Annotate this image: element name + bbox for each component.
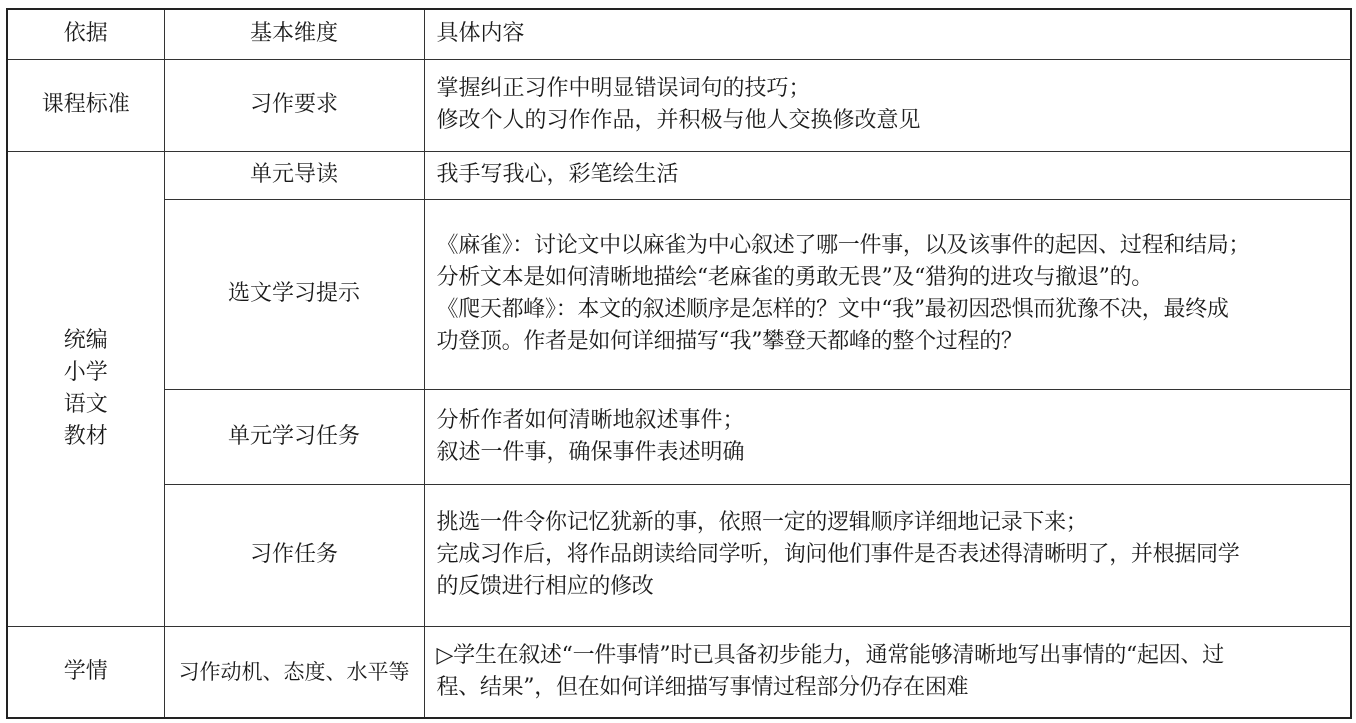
content-cell — [424, 199, 1351, 389]
content-cell — [424, 151, 1351, 199]
content-cell — [424, 389, 1351, 484]
table-row — [7, 626, 1351, 718]
content-line: 功登顶。作者是如何详细描写“我”攀登天都峰的整个过程的？ — [436, 329, 1023, 354]
header-content: 具体内容 — [424, 9, 1351, 59]
header-dimension: 基本维度 — [164, 9, 424, 59]
dimension-unit-guide: 单元导读 — [164, 151, 424, 199]
basis-line: 教材 — [63, 423, 108, 449]
document-page — [6, 8, 1352, 719]
table-row — [7, 151, 1351, 199]
dimension-reading-tips: 选文学习提示 — [164, 199, 424, 389]
content-line: 叙述一件事，确保事件表述明确 — [436, 439, 745, 465]
content-line: 程、结果”，但在如何详细描写事情过程部分仍存在困难 — [436, 674, 969, 700]
basis-line: 小学 — [63, 359, 108, 385]
dimension-writing-requirement: 习作要求 — [164, 59, 424, 151]
content-line: 分析文本是如何清晰地描绘“老麻雀的勇敢无畏”及“猎狗的进攻与撤退”的。 — [436, 265, 1153, 290]
teaching-analysis-table — [6, 8, 1352, 719]
content-line: 《麻雀》：讨论文中以麻雀为中心叙述了哪一件事，以及该事件的起因、过程和结局； — [436, 233, 1251, 258]
dimension-writing-task: 习作任务 — [164, 484, 424, 626]
basis-line: 统编 — [63, 327, 108, 353]
basis-learning: 学情 — [7, 626, 164, 718]
basis-curriculum: 课程标准 — [7, 59, 164, 151]
header-basis: 依据 — [7, 9, 164, 59]
content-line: 的反馈进行相应的修改 — [436, 574, 654, 599]
table-row — [7, 389, 1351, 484]
basis-line: 语文 — [63, 391, 108, 417]
content-line: 挑选一件令你记忆犹新的事，依照一定的逻辑顺序详细地记录下来； — [436, 510, 1088, 535]
dimension-unit-task: 单元学习任务 — [164, 389, 424, 484]
content-cell — [424, 59, 1351, 151]
content-line: 完成习作后，将作品朗读给同学听，询问他们事件是否表述得清晰明了，并根据同学 — [436, 542, 1240, 567]
content-line: 掌握纠正习作中明显错误词句的技巧； — [436, 76, 811, 101]
content-line: ▷学生在叙述“一件事情”时已具备初步能力，通常能够清晰地写出事情的“起因、过 — [436, 642, 1224, 668]
content-cell — [424, 626, 1351, 718]
content-cell — [424, 484, 1351, 626]
content-line: 《爬天都峰》：本文的叙述顺序是怎样的？文中“我”最初因恐惧而犹豫不决，最终成 — [436, 297, 1229, 322]
table-header-row — [7, 9, 1351, 59]
table-row — [7, 484, 1351, 626]
content-line: 修改个人的习作作品，并积极与他人交换修改意见 — [436, 108, 921, 133]
content-line: 分析作者如何清晰地叙述事件； — [436, 407, 745, 433]
table-row — [7, 59, 1351, 151]
content-line: 我手写我心，彩笔绘生活 — [436, 162, 679, 187]
basis-textbook — [7, 151, 164, 626]
table-row — [7, 199, 1351, 389]
dimension-motivation: 习作动机、态度、水平等 — [164, 626, 424, 718]
